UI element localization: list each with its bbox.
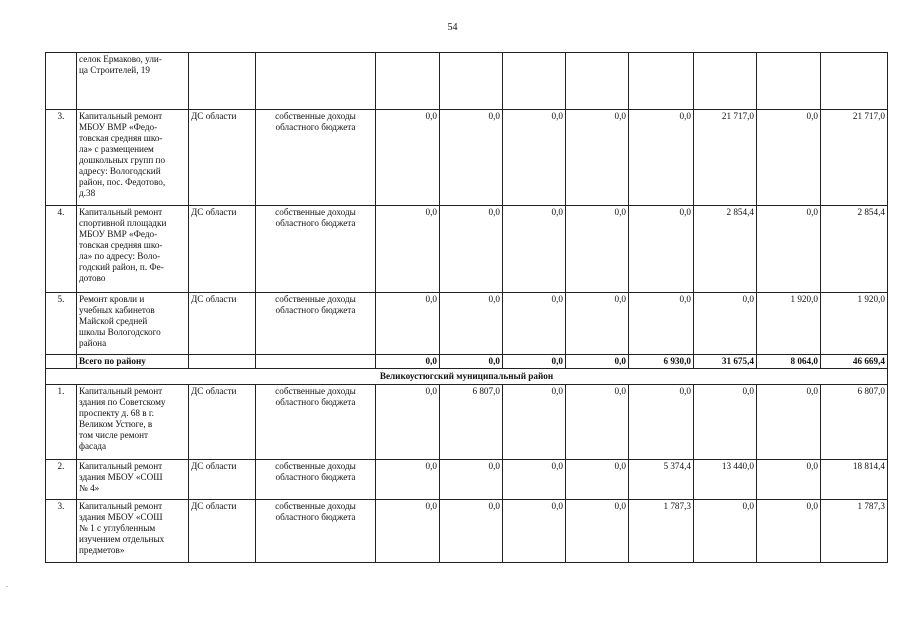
table-row <box>46 500 888 563</box>
amount-cell: 0,0 <box>440 355 503 369</box>
amount-cell: 0,0 <box>376 500 440 563</box>
amount-cell <box>503 53 566 110</box>
amount-cell: 1 920,0 <box>757 293 821 355</box>
table-row <box>46 460 888 500</box>
table-body <box>46 53 888 563</box>
object-name: Капитальный ремонт здания МБОУ «СОШ № 4» <box>77 460 189 500</box>
amount-cell: 0,0 <box>566 110 629 206</box>
fund-type: собственные доходы областного бюджета <box>256 385 376 460</box>
amount-cell: 0,0 <box>440 110 503 206</box>
amount-cell: 0,0 <box>376 293 440 355</box>
amount-cell <box>566 53 629 110</box>
row-number <box>46 355 77 369</box>
row-number: 3. <box>46 110 77 206</box>
row-number: 3. <box>46 500 77 563</box>
amount-cell: 0,0 <box>629 385 694 460</box>
amount-cell: 0,0 <box>566 460 629 500</box>
amount-cell: 1 787,3 <box>629 500 694 563</box>
row-number <box>46 53 77 110</box>
funding-source: ДС области <box>189 460 256 500</box>
row-number: 4. <box>46 206 77 293</box>
amount-cell: 8 064,0 <box>757 355 821 369</box>
amount-cell: 0,0 <box>376 460 440 500</box>
amount-cell: 0,0 <box>757 385 821 460</box>
amount-cell: 31 675,4 <box>694 355 757 369</box>
amount-cell: 0,0 <box>566 293 629 355</box>
table-row <box>46 206 888 293</box>
funding-source: ДС области <box>189 110 256 206</box>
amount-cell: 0,0 <box>566 206 629 293</box>
fund-type: собственные доходы областного бюджета <box>256 500 376 563</box>
amount-cell <box>629 53 694 110</box>
row-number: 1. <box>46 385 77 460</box>
amount-cell: 0,0 <box>376 355 440 369</box>
amount-cell: 0,0 <box>440 206 503 293</box>
amount-cell: 0,0 <box>376 385 440 460</box>
amount-cell: 0,0 <box>503 110 566 206</box>
amount-cell: 0,0 <box>694 500 757 563</box>
amount-cell: 0,0 <box>757 110 821 206</box>
funding-source <box>189 53 256 110</box>
object-name: Капитальный ремонт здания по Советскому проспекту д. 68 в г. Великом Устюге, в том числе ремонт фасада <box>77 385 189 460</box>
amount-cell: 1 787,3 <box>821 500 888 563</box>
table-row <box>46 53 888 110</box>
fund-type <box>256 53 376 110</box>
fund-type: собственные доходы областного бюджета <box>256 110 376 206</box>
amount-cell: 0,0 <box>440 293 503 355</box>
amount-cell: 0,0 <box>376 110 440 206</box>
funding-source: ДС области <box>189 206 256 293</box>
amount-cell: 18 814,4 <box>821 460 888 500</box>
funding-source <box>189 355 256 369</box>
row-number: 2. <box>46 460 77 500</box>
amount-cell: 0,0 <box>566 500 629 563</box>
amount-cell: 0,0 <box>503 206 566 293</box>
amount-cell: 0,0 <box>757 500 821 563</box>
table-row <box>46 385 888 460</box>
table-row <box>46 293 888 355</box>
row-number: 5. <box>46 293 77 355</box>
fund-type: собственные доходы областного бюджета <box>256 460 376 500</box>
amount-cell: 6 930,0 <box>629 355 694 369</box>
amount-cell <box>376 53 440 110</box>
object-name: Капитальный ремонт здания МБОУ «СОШ № 1 с углубленным изучением отдельных предметов» <box>77 500 189 563</box>
amount-cell: 6 807,0 <box>821 385 888 460</box>
amount-cell: 6 807,0 <box>440 385 503 460</box>
amount-cell: 0,0 <box>629 110 694 206</box>
margin-mark: - <box>6 582 9 590</box>
amount-cell: 0,0 <box>440 460 503 500</box>
total-row <box>46 355 888 369</box>
amount-cell: 0,0 <box>566 355 629 369</box>
amount-cell: 2 854,4 <box>821 206 888 293</box>
fund-type <box>256 355 376 369</box>
object-name: Капитальный ремонт спортивной площадки МБОУ ВМР «Федо- товская средняя шко- ла» по адресу: Воло- годский район, п. Фе- дотово <box>77 206 189 293</box>
amount-cell: 0,0 <box>757 206 821 293</box>
amount-cell: 0,0 <box>694 385 757 460</box>
amount-cell: 0,0 <box>629 293 694 355</box>
page-number: 54 <box>447 22 458 33</box>
amount-cell: 0,0 <box>629 206 694 293</box>
amount-cell: 0,0 <box>503 355 566 369</box>
amount-cell: 5 374,4 <box>629 460 694 500</box>
amount-cell: 0,0 <box>694 293 757 355</box>
fund-type: собственные доходы областного бюджета <box>256 293 376 355</box>
amount-cell: 0,0 <box>376 206 440 293</box>
amount-cell: 21 717,0 <box>821 110 888 206</box>
amount-cell: 0,0 <box>503 460 566 500</box>
funding-source: ДС области <box>189 385 256 460</box>
amount-cell <box>440 53 503 110</box>
amount-cell <box>757 53 821 110</box>
amount-cell <box>821 53 888 110</box>
table-row <box>46 110 888 206</box>
amount-cell: 46 669,4 <box>821 355 888 369</box>
amount-cell: 0,0 <box>503 500 566 563</box>
amount-cell <box>694 53 757 110</box>
funding-source: ДС области <box>189 293 256 355</box>
amount-cell: 0,0 <box>503 385 566 460</box>
amount-cell: 0,0 <box>757 460 821 500</box>
fund-type: собственные доходы областного бюджета <box>256 206 376 293</box>
amount-cell: 21 717,0 <box>694 110 757 206</box>
amount-cell: 0,0 <box>440 500 503 563</box>
object-name: Всего по району <box>77 355 189 369</box>
amount-cell: 2 854,4 <box>694 206 757 293</box>
object-name: Ремонт кровли и учебных кабинетов Майской средней школы Вологодского района <box>77 293 189 355</box>
amount-cell: 1 920,0 <box>821 293 888 355</box>
object-name: Капитальный ремонт МБОУ ВМР «Федо- товская средняя шко- ла» с размещением дошкольных групп по адресу: Вологодский район, пос. Федотово, д.38 <box>77 110 189 206</box>
financing-table <box>45 52 888 563</box>
amount-cell: 0,0 <box>566 385 629 460</box>
section-header-row <box>46 369 888 385</box>
amount-cell: 13 440,0 <box>694 460 757 500</box>
funding-source: ДС области <box>189 500 256 563</box>
object-name: селок Ермаково, ули- ца Строителей, 19 <box>77 53 189 110</box>
section-title: Великоустюгский муниципальный район <box>46 369 888 385</box>
amount-cell: 0,0 <box>503 293 566 355</box>
